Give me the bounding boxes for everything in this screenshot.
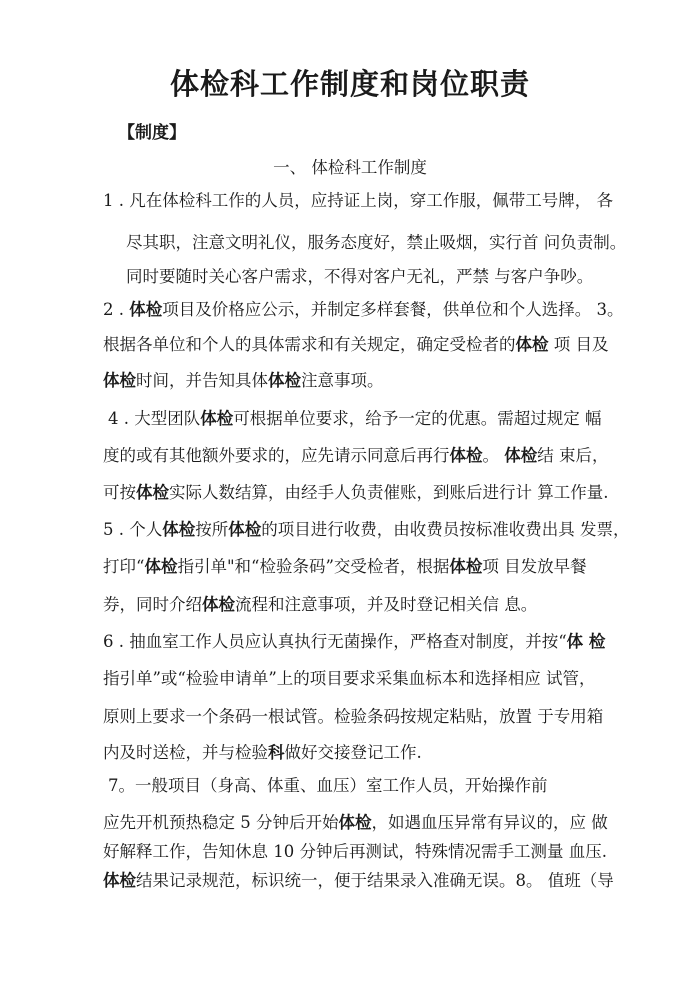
text-run: 4 . 大型团队 <box>108 409 201 428</box>
section-label: 【制度】 <box>118 123 186 143</box>
text-run: 按所 <box>195 520 229 539</box>
text-run: 尽其职，注意文明礼仪，服务态度好，禁止吸烟，实行首 问负责制。 <box>126 233 627 252</box>
text-run: 好解释工作，告知休息 10 分钟后再测试，特殊情况需手工测量 血压. <box>103 842 607 861</box>
text-run: 券，同时介绍 <box>103 595 202 614</box>
bold-term: 体检 <box>103 371 136 390</box>
text-run: 打印“ <box>103 557 145 576</box>
text-line <box>103 519 629 541</box>
text-line <box>103 841 607 863</box>
text-run: 1 . 凡在体检科工作的人员，应持证上岗，穿工作服，佩带工号牌， 各 <box>103 191 613 210</box>
text-line <box>103 482 609 504</box>
text-run: 原则上要求一个条码一根试管。检验条码按规定粘贴，放置 于专用箱 <box>103 707 604 726</box>
text-run: 实际人数结算，由经手人负责催账，到账后进行计 算工作量. <box>169 483 609 502</box>
text-line <box>108 775 548 797</box>
text-line <box>103 334 609 356</box>
bold-term: 体检 <box>338 813 372 832</box>
bold-term: 体检 <box>129 300 163 319</box>
bold-term: 体 检 <box>566 632 606 651</box>
text-run: 可按 <box>103 483 136 502</box>
bold-term: 体检 <box>162 520 196 539</box>
text-run: 同时要随时关心客户需求，不得对客户无礼，严禁 与客户争吵。 <box>126 267 594 286</box>
bold-term: 体检 <box>449 557 483 576</box>
text-run: 根据各单位和个人的具体需求和有关规定，确定受检者的 <box>103 335 516 354</box>
text-run: 注意事项。 <box>301 371 384 390</box>
text-line <box>103 370 384 392</box>
text-run: 结果记录规范，标识统一，便于结果录入准确无误。8。 值班（导 <box>136 871 614 890</box>
text-line <box>103 594 537 616</box>
text-run: 项 目及 <box>548 335 609 354</box>
text-run: 的项目进行收费，由收费员按标准收费出具 发票， <box>261 520 630 539</box>
text-run: 指引单"和“检验条码”交受检者，根据 <box>177 557 450 576</box>
text-run: 度的或有其他额外要求的，应先请示同意后再行 <box>103 446 450 465</box>
text-run: 结 束后， <box>537 446 609 465</box>
text-run: 可根据单位要求，给予一定的优惠。需超过规定 幅 <box>233 409 602 428</box>
bold-term: 体检 <box>136 483 169 502</box>
text-run: 时间，并告知具体 <box>136 371 268 390</box>
text-run: 5 . 个人 <box>103 520 163 539</box>
text-line <box>103 706 603 728</box>
text-line <box>103 742 422 764</box>
text-line <box>108 408 601 430</box>
subheading: 一、 体检科工作制度 <box>273 158 427 177</box>
text-run: 指引单”或“检验申请单”上的项目要求采集血标本和选择相应 试管， <box>103 669 596 688</box>
text-run: 7。一般项目（身高、体重、血压）室工作人员，开始操作前 <box>108 776 548 795</box>
text-line <box>103 299 623 321</box>
bold-term: 体检 <box>504 446 538 465</box>
text-run: 应先开机预热稳定 5 分钟后开始 <box>103 813 339 832</box>
text-line <box>103 445 609 467</box>
text-run: 2 . <box>103 300 130 319</box>
bold-term: 体检 <box>144 557 178 576</box>
text-line <box>103 812 608 834</box>
text-run: 做好交接登记工作. <box>284 743 422 762</box>
bold-term: 体检 <box>228 520 262 539</box>
bold-term: 体检 <box>202 595 235 614</box>
document-title: 体检科工作制度和岗位职责 <box>169 67 530 101</box>
bold-term: 体检 <box>103 871 136 890</box>
text-run: 流程和注意事项，并及时登记相关信 息。 <box>235 595 538 614</box>
bold-term: 科 <box>268 743 285 762</box>
text-run: ，如遇血压异常有异议的，应 做 <box>371 813 608 832</box>
text-run: 项目及价格应公示，并制定多样套餐，供单位和个人选择。 3。 <box>162 300 624 319</box>
text-run: 。 <box>482 446 505 465</box>
text-run: 6 . 抽血室工作人员应认真执行无菌操作，严格查对制度，并按“ <box>103 632 567 651</box>
text-run: 项 目发放早餐 <box>482 557 587 576</box>
text-line <box>103 668 596 690</box>
text-line <box>126 266 593 288</box>
text-line <box>103 556 587 578</box>
bold-term: 体检 <box>515 335 549 354</box>
text-line <box>103 631 605 653</box>
bold-term: 体检 <box>268 371 301 390</box>
text-line <box>126 232 626 254</box>
text-line <box>103 190 613 212</box>
text-run: 内及时送检，并与检验 <box>103 743 268 762</box>
text-line <box>103 870 614 892</box>
bold-term: 体检 <box>200 409 234 428</box>
bold-term: 体检 <box>449 446 483 465</box>
